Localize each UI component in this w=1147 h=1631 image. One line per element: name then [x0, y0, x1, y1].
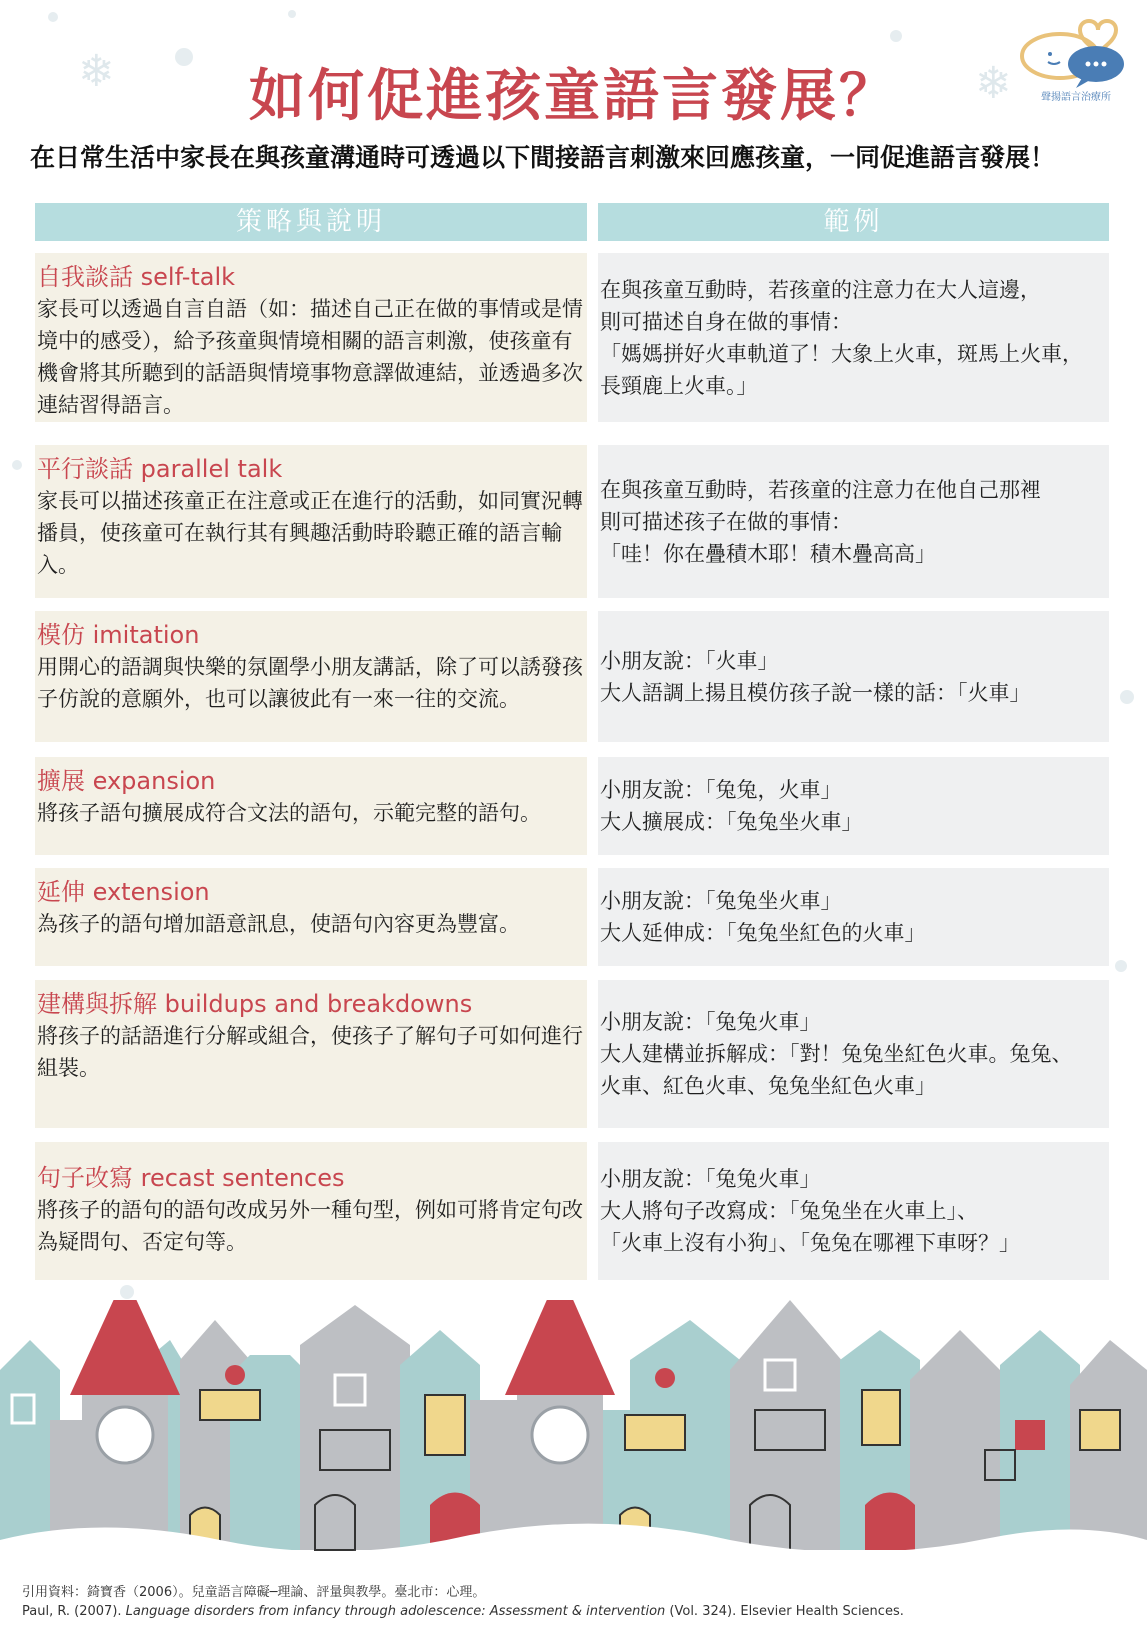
- strategy-title: 延伸 extension: [37, 878, 210, 906]
- example-cell: [598, 1142, 1109, 1280]
- strategy-cell: [35, 757, 587, 855]
- snow-dot: [890, 30, 902, 42]
- snow-dot: [48, 12, 58, 22]
- strategy-cell: [35, 868, 587, 966]
- example-line: 「媽媽拼好火車軌道了！大象上火車，斑馬上火車，: [600, 341, 1083, 366]
- example-line: 「火車上沒有小狗」、「兔兔在哪裡下車呀？」: [600, 1231, 1020, 1255]
- strategy-cell: [35, 980, 587, 1128]
- page-subtitle: 在日常生活中家長在與孩童溝通時可透過以下間接語言刺激來回應孩童，一同促進語言發展！: [30, 143, 1056, 172]
- example-line: 小朋友說：「兔兔火車」: [600, 1167, 821, 1191]
- strategy-title: 模仿 imitation: [37, 621, 200, 649]
- strategy-title: 句子改寫 recast sentences: [37, 1164, 345, 1192]
- page-title: 如何促進孩童語言發展？: [249, 64, 898, 129]
- snow-dot: [120, 1285, 134, 1299]
- logo-text: 聲揚語言治療所: [1041, 92, 1111, 103]
- example-cell: [598, 757, 1109, 855]
- strategy-cell: [35, 611, 587, 742]
- reference-2-title: Language disorders from infancy through adolescence: Assessment & intervention: [125, 1604, 666, 1619]
- strategy-cell: [35, 1142, 587, 1280]
- example-line: 則可描述自身在做的事情：: [600, 309, 852, 334]
- strategy-description: 家長可以透過自言自語（如：描述自己正在做的事情或是情境中的感受），給予孩童與情境相關的語言刺激，使孩童有機會將其所聽到的話語與情境事物意譯做連結，並透過多次連結習得語言。: [37, 297, 583, 417]
- example-line: 在與孩童互動時，若孩童的注意力在他自己那裡: [600, 477, 1041, 502]
- example-line: 小朋友說：「兔兔，火車」: [600, 778, 842, 802]
- example-line: 長頸鹿上火車。」: [600, 373, 758, 398]
- example-cell: [598, 445, 1109, 598]
- example-line: 則可描述孩子在做的事情：: [600, 509, 852, 534]
- snow-dot: [1120, 690, 1134, 704]
- snowflake-icon: ❄: [78, 46, 115, 97]
- strategy-description: 為孩子的語句增加語意訊息，使語句內容更為豐富。: [37, 912, 520, 936]
- house-row: [0, 1300, 1147, 1550]
- example-line: 小朋友說：「火車」: [600, 648, 779, 673]
- example-line: 小朋友說：「兔兔火車」: [600, 1010, 821, 1034]
- strategy-title: 平行談話 parallel talk: [37, 455, 283, 483]
- strategy-cell: [35, 253, 587, 422]
- strategy-title: 擴展 expansion: [37, 767, 216, 795]
- example-cell: [598, 253, 1109, 422]
- example-line: 大人延伸成：「兔兔坐紅色的火車」: [600, 921, 926, 945]
- strategy-cell: [35, 445, 587, 598]
- reference-2-author: Paul, R. (2007).: [22, 1604, 126, 1619]
- snowflake-icon: ❄: [975, 58, 1012, 109]
- snow-dot: [1115, 960, 1127, 972]
- reference-1: 引用資料：錡寶香（2006）。兒童語言障礙─理論、評量與教學。臺北市：心理。: [22, 1585, 486, 1600]
- example-cell: [598, 980, 1109, 1128]
- strategy-description: 將孩子語句擴展成符合文法的語句，示範完整的語句。: [37, 801, 541, 825]
- example-line: 大人將句子改寫成：「兔兔坐在火車上」、: [600, 1199, 978, 1223]
- reference-2: [22, 1602, 1132, 1621]
- example-line: 「哇！你在疊積木耶！積木疊高高」: [600, 541, 936, 566]
- example-line: 火車、紅色火車、兔兔坐紅色火車」: [600, 1074, 936, 1098]
- header-example: 範例: [598, 203, 1109, 241]
- example-line: 小朋友說：「兔兔坐火車」: [600, 889, 842, 913]
- example-line: 大人擴展成：「兔兔坐火車」: [600, 810, 863, 834]
- strategy-description: 家長可以描述孩童正在注意或正在進行的活動，如同實況轉播員，使孩童可在執行其有興趣活動時聆聽正確的語言輸入。: [37, 489, 583, 577]
- references: [22, 1583, 1132, 1621]
- snow-dot: [12, 460, 22, 470]
- example-line: 在與孩童互動時，若孩童的注意力在大人這邊，: [600, 277, 1041, 302]
- example-line: 大人語調上揚且模仿孩子說一樣的話：「火車」: [600, 680, 1031, 705]
- snow-dot: [288, 10, 296, 18]
- strategy-description: 用開心的語調與快樂的氛圍學小朋友講話，除了可以誘發孩子仿說的意願外，也可以讓彼此有一來一往的交流。: [37, 655, 583, 711]
- strategy-description: 將孩子的語句的語句改成另外一種句型，例如可將肯定句改為疑問句、否定句等。: [37, 1198, 583, 1254]
- example-cell: [598, 868, 1109, 966]
- example-line: 大人建構並拆解成：「對！兔兔坐紅色火車。兔兔、: [600, 1042, 1073, 1066]
- header-strategy: 策略與說明: [35, 203, 587, 241]
- example-cell: [598, 611, 1109, 742]
- reference-2-rest: (Vol. 324). Elsevier Health Sciences.: [665, 1604, 904, 1619]
- strategy-description: 將孩子的話語進行分解或組合，使孩子了解句子可如何進行組裝。: [37, 1024, 583, 1080]
- strategy-title: 自我談話 self-talk: [37, 263, 236, 291]
- winter-village-illustration: [0, 1300, 1147, 1580]
- strategy-title: 建構與拆解 buildups and breakdowns: [37, 990, 473, 1018]
